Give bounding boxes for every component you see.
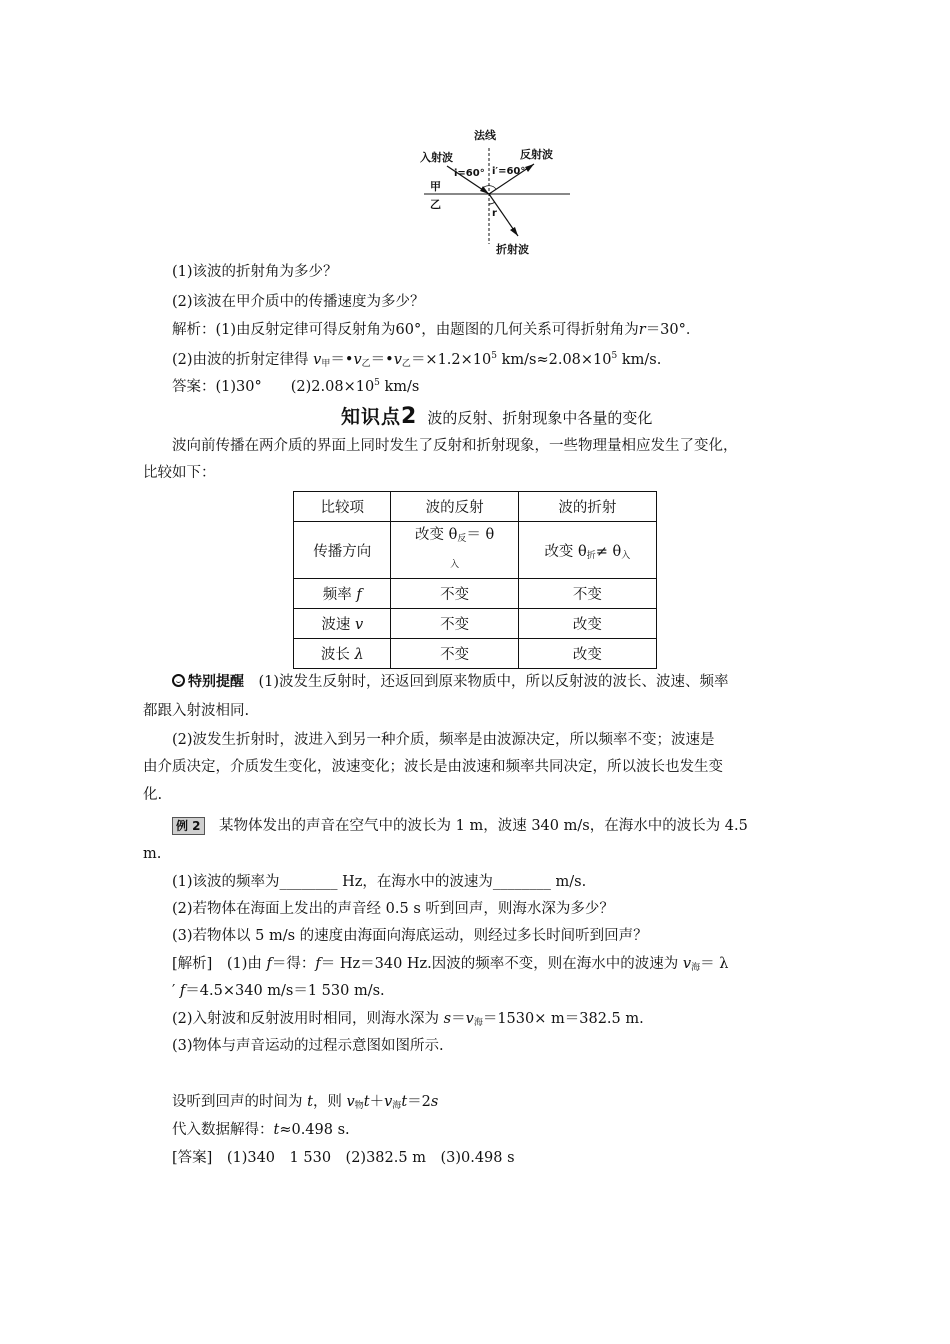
sol2-v: v [393, 352, 402, 368]
solution-line-2 [172, 981, 385, 1001]
answer-1-text: km/s [379, 379, 420, 395]
solution-line-3 [172, 1009, 644, 1033]
table-cell [294, 579, 391, 609]
table-header: 波的折射 [518, 492, 656, 522]
cell-text: ≠ θ [595, 543, 622, 560]
sol2-sub: 甲 [321, 359, 331, 369]
sol-text: ′ [172, 983, 180, 999]
tip-line-2: 都跟入射波相同. [143, 703, 250, 719]
sol2-text: km/s. [617, 352, 662, 368]
smiley-icon [172, 674, 185, 687]
sol2-exp: 5 [491, 351, 497, 361]
angle-i-label: i=60° [454, 168, 485, 179]
sol2-text: km/s≈2.08×10 [496, 352, 612, 368]
tip-line-5: 化. [143, 787, 163, 803]
tip-label-text: 特别提醒 [188, 674, 244, 690]
sol2-exp: 5 [611, 351, 618, 361]
cell-symbol: v [354, 617, 364, 633]
sol2-sub: 乙 [401, 359, 411, 369]
section-heading [341, 402, 652, 429]
incident-label: 入射波 [420, 151, 453, 164]
sol-var: f [179, 983, 186, 999]
sol-sub: 海 [473, 1018, 483, 1028]
answer-1-text: 答案：(1)30° (2)2.08×10 [172, 379, 375, 395]
sol2-sub: 乙 [361, 359, 371, 369]
question-2: (2)该波在甲介质中的传播速度为多少？ [172, 294, 425, 310]
tip-line-1 [172, 672, 729, 692]
cell-symbol: f [356, 587, 362, 603]
sol2-v: v [313, 352, 322, 368]
sol-var: t [307, 1094, 313, 1110]
table-header: 比较项 [294, 492, 391, 522]
sol-text: ＝得： [271, 956, 316, 972]
cell-text: 改变 θ [544, 543, 587, 560]
sol-text: ＝1530× m＝382.5 m. [482, 1011, 644, 1027]
sol-text: ＝ Hz＝340 Hz.因波的频率不变，则在海水中的波速为 [320, 956, 683, 972]
kp-number: 2 [401, 404, 418, 429]
solution-line-5 [172, 1092, 438, 1116]
sol-sub: 海 [392, 1101, 402, 1111]
cell-text: 改变 θ [415, 527, 458, 543]
normal-label: 法线 [474, 129, 496, 142]
sol-sub: 物 [354, 1101, 364, 1111]
solution-line-4: (3)物体与声音运动的过程示意图如图所示. [172, 1038, 444, 1054]
sol-sub: 海 [691, 963, 701, 973]
solution-1 [172, 320, 700, 340]
cell-sub: 入 [621, 550, 631, 561]
refracted-label: 折射波 [496, 243, 529, 256]
sol-var: t [273, 1122, 280, 1138]
solution-1-text-a: 解析：(1)由反射定律可得反射角为60°，由题图的几何关系可得折射角为 [172, 322, 639, 338]
sol-var: v [682, 956, 692, 972]
table-cell: 改变 [518, 609, 656, 639]
sol-text: ＝ λ [700, 956, 729, 972]
refraction-figure [412, 126, 582, 261]
sol-var: v [465, 1011, 474, 1027]
answer-1-exp: 5 [374, 378, 380, 388]
sol-text: ，则 [312, 1094, 347, 1110]
comparison-table [293, 491, 657, 669]
table-cell: 传播方向 [294, 522, 391, 579]
tip-line-3: (2)波发生折射时，波进入到另一种介质，频率是由波源决定，所以频率不变；波速是 [172, 732, 715, 748]
cell-text: 频率 [322, 587, 352, 603]
tip-text: (1)波发生反射时，还返回到原来物质中，所以反射波的波长、波速、频率 [258, 674, 729, 690]
example-line-2: m. [143, 846, 162, 862]
sol2-text: (2)由波的折射定律得 [172, 352, 314, 368]
example-text: 某物体发出的声音在空气中的波长为 1 m，波速 340 m/s，在海水中的波长为 4.5 [219, 818, 748, 834]
table-cell [391, 522, 518, 579]
table-header: 波的反射 [391, 492, 518, 522]
table-cell: 不变 [518, 579, 656, 609]
sol-var: v [346, 1094, 355, 1110]
sol2-text: ＝• [370, 352, 394, 368]
sol-text: ＝ [451, 1011, 466, 1027]
reflected-arrow [525, 164, 534, 172]
angle-r-label: r [492, 208, 497, 219]
refracted-arrow [510, 227, 518, 236]
sol2-text: ＝×1.2×10 [410, 352, 492, 368]
sol-text: ＝4.5×340 m/s＝1 530 m/s. [185, 983, 385, 999]
solution-2 [172, 346, 661, 374]
table-row [294, 522, 657, 579]
table-row [294, 639, 657, 669]
table-cell [518, 522, 656, 579]
medium1-label: 甲 [430, 180, 441, 193]
solution-1-var-r: r [638, 322, 646, 338]
table-cell [294, 609, 391, 639]
table-row [294, 579, 657, 609]
solution-1-text-b: ＝30°． [645, 322, 701, 338]
cell-text: ＝ θ [466, 527, 495, 543]
table-cell: 改变 [518, 639, 656, 669]
sol-text: (2)入射波和反射波用时相同，则海水深为 [172, 1011, 444, 1027]
cell-text: 波速 [321, 617, 351, 633]
intro-line-2: 比较如下： [143, 465, 216, 481]
cell-sub: 入 [450, 560, 460, 570]
table-cell: 不变 [391, 609, 518, 639]
knowledge-point-label [341, 406, 417, 428]
sol-text: 代入数据解得： [172, 1122, 274, 1138]
table-cell: 不变 [391, 579, 518, 609]
sol2-text: ＝• [330, 352, 354, 368]
sol-text: [解析] (1)由 [172, 956, 267, 972]
table-header-row [294, 492, 657, 522]
example-q1: (1)该波的频率为________ Hz，在海水中的波速为________ m/s. [172, 874, 587, 890]
cell-sub: 折 [586, 550, 596, 561]
section-title: 波的反射、折射现象中各量的变化 [427, 409, 653, 427]
sol-var: t [401, 1094, 408, 1110]
table-row [294, 609, 657, 639]
example-q3: (3)若物体以 5 m/s 的速度由海面向海底运动，则经过多长时间听到回声？ [172, 928, 648, 944]
intro-line-1: 波向前传播在两介质的界面上同时发生了反射和折射现象，一些物理量相应发生了变化， [172, 438, 738, 454]
table-cell: 不变 [391, 639, 518, 669]
sol2-v: v [353, 352, 362, 368]
final-answer: [答案] (1)340 1 530 (2)382.5 m (3)0.498 s [172, 1150, 515, 1166]
medium2-label: 乙 [430, 198, 441, 211]
cell-symbol: λ [354, 647, 364, 663]
sol-var: s [443, 1011, 452, 1027]
sol-text: ＋ [369, 1094, 385, 1110]
answer-1 [172, 373, 419, 397]
sol-var: f [315, 956, 321, 972]
sol-var: t [363, 1094, 370, 1110]
angle-arc-r [489, 202, 495, 204]
example-badge: 例 2 [172, 817, 205, 835]
angle-i-prime-label: i′=60° [492, 166, 526, 177]
sol-var: v [384, 1094, 393, 1110]
tip-line-4: 由介质决定，介质发生变化，波速变化；波长是由波速和频率共同决定，所以波长也发生变 [143, 759, 723, 775]
solution-line-1 [172, 954, 728, 978]
example-q2: (2)若物体在海面上发出的声音经 0.5 s 听到回声，则海水深为多少？ [172, 901, 614, 917]
tip-label [172, 674, 244, 690]
table-cell [294, 639, 391, 669]
example-line-1 [172, 816, 748, 836]
sol-text: ＝2 [407, 1094, 431, 1110]
question-1: (1)该波的折射角为多少？ [172, 264, 338, 280]
sol-text: ≈0.498 s. [279, 1122, 350, 1138]
solution-line-6 [172, 1120, 350, 1140]
sol-var: f [266, 956, 272, 972]
sol-var: s [430, 1094, 439, 1110]
cell-sub: 反 [457, 534, 467, 544]
kp-text: 知识点 [341, 406, 402, 428]
cell-text: 波长 [320, 647, 350, 663]
sol-text: 设听到回声的时间为 [172, 1094, 308, 1110]
reflected-label: 反射波 [520, 148, 553, 161]
